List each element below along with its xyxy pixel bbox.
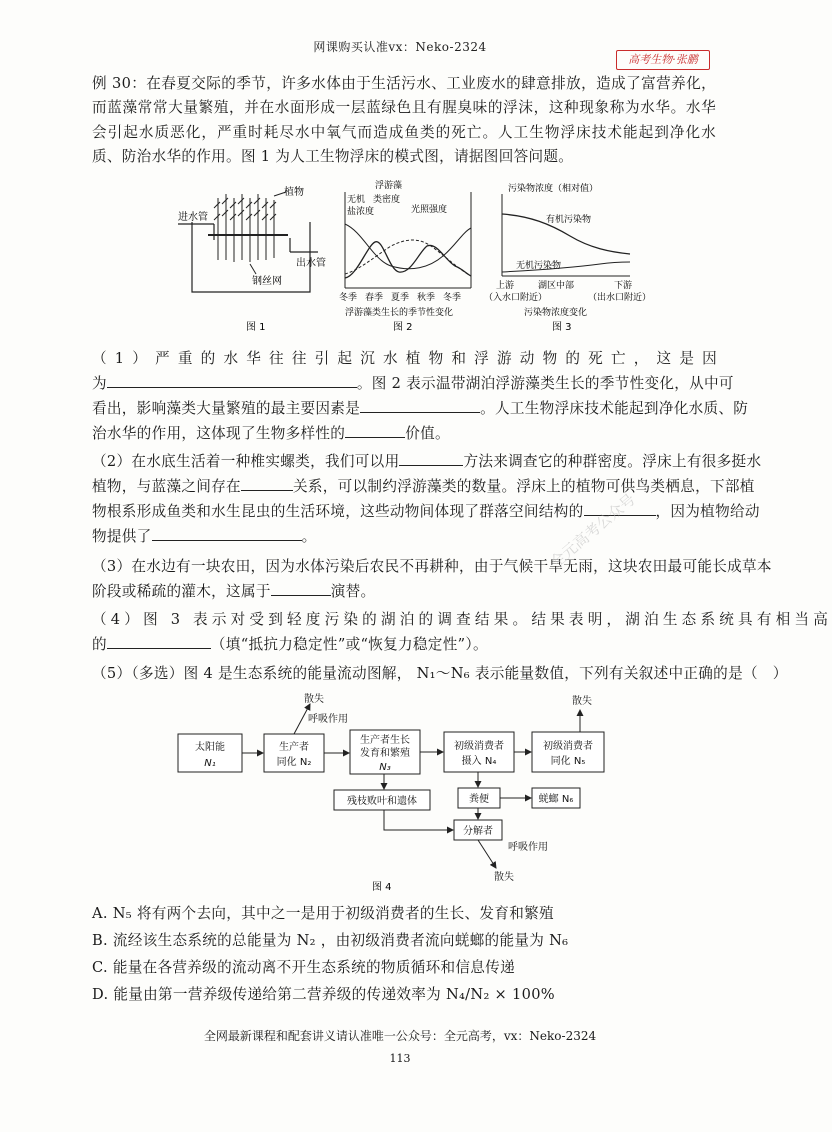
- fig4-producer-assim: 生产者: [279, 742, 309, 753]
- q2-blank-4[interactable]: [152, 525, 302, 541]
- fig4-decomposer: 分解者: [463, 826, 493, 837]
- q4-line-b: 的 （填“抵抗力稳定性”或“恢复力稳定性”）。: [92, 633, 716, 657]
- fig3-x-lower-sub: （出水口附近）: [588, 293, 652, 303]
- fig3-x-mid: 湖区中部: [538, 281, 575, 291]
- option-c[interactable]: C. 能量在各营养级的流动离不开生态系统的物质循环和信息传递: [92, 959, 515, 976]
- fig1-label-outlet: 出水管: [296, 258, 326, 269]
- fig4-dissipate-3: 散失: [494, 872, 514, 883]
- fig2-subtitle: 浮游藻类生长的季节性变化: [345, 308, 454, 318]
- q1-line-d: 治水华的作用，这体现了生物多样性的 价值。: [92, 422, 716, 446]
- q1-line-b: 为 。图 2 表示温带湖泊浮游藻类生长的季节性变化，从中可: [92, 372, 716, 396]
- page-number: 113: [389, 1052, 411, 1065]
- q2-line-a: （2）在水底生活着一种椎实螺类，我们可以用 方法来调查它的种群密度。浮床上有很多挺水: [92, 450, 716, 474]
- fig4-respiration-2: 呼吸作用: [508, 842, 548, 853]
- fig4-producer-growth: 生产者生长: [360, 735, 410, 746]
- fig4-consumer-intake: 初级消费者: [454, 741, 504, 752]
- q5-line: （5）（多选）图 4 是生态系统的能量流动图解， N₁～N₆ 表示能量数值，下列有关叙述中正确的是（ ）: [92, 665, 788, 682]
- q2-blank-1[interactable]: [399, 450, 463, 466]
- figure-3: [480, 180, 652, 335]
- q1-blank-2[interactable]: [360, 397, 480, 413]
- figure-2: [333, 180, 478, 335]
- fig4-producer-assim2: 同化 N₂: [276, 757, 312, 768]
- fig3-x-lower: 下游: [614, 281, 633, 291]
- option-b[interactable]: B. 流经该生态系统的总能量为 N₂ ，由初级消费者流向蜣螂的能量为 N₆: [92, 932, 569, 949]
- q5-variable: N₁～N₆: [416, 665, 470, 682]
- q4-blank-1[interactable]: [107, 633, 211, 649]
- q1-blank-1[interactable]: [107, 372, 357, 388]
- fig1-label-inlet: 进水管: [178, 212, 208, 223]
- figure-1: [178, 180, 338, 335]
- fig2-season-4: 秋季: [417, 293, 436, 303]
- header-top-text: 网课购买认准vx：Neko-2324: [313, 40, 487, 54]
- fig4-dung-beetle: 蜣螂 N₆: [538, 794, 574, 805]
- q2-line-c: 物根系形成鱼类和水生昆虫的生活环境，这些动物间体现了群落空间结构的 ，因为植物给动: [92, 500, 716, 524]
- fig4-consumer-assim: 初级消费者: [543, 741, 593, 752]
- q4-line-a: （4）图 3 表示对受到轻度污染的湖泊的调查结果。结果表明，湖泊生态系统具有相当高: [92, 611, 832, 628]
- brand-stamp: 高考生物·张鹏: [616, 50, 710, 70]
- option-a[interactable]: A. N₅ 将有两个去向，其中之一是用于初级消费者的生长、发育和繁殖: [92, 905, 554, 922]
- fig3-ylabel: 污染物浓度（相对值）: [508, 184, 599, 194]
- fig4-n1: N₁: [204, 758, 216, 769]
- fig2-label-inorganic: 无机: [347, 195, 366, 205]
- fig3-x-upper: 上游: [496, 281, 515, 291]
- footer-text: 全网最新课程和配套讲义请认准唯一公众号：全元高考，vx：Neko-2324: [203, 1029, 597, 1043]
- fig4-sun: 太阳能: [195, 742, 225, 753]
- fig2-label-density: 类密度: [373, 195, 401, 205]
- fig4-consumer-intake2: 摄入 N₄: [461, 756, 497, 767]
- fig2-caption: 图 2: [393, 322, 413, 333]
- fig2-season-3: 夏季: [391, 293, 410, 303]
- fig3-subtitle: 污染物浓度变化: [524, 308, 588, 318]
- fig2-label-density-top: 浮游藻: [375, 181, 403, 191]
- fig2-label-light: 光照强度: [411, 205, 448, 215]
- q2-line-b: 植物，与蓝藻之间存在 关系，可以制约浮游藻类的数量。浮床上的植物可供鸟类栖息，下部植: [92, 475, 716, 499]
- q1-line-a: （1）严重的水华往往引起沉水植物和浮游动物的死亡，这是因: [92, 350, 725, 367]
- fig4-residue: 残枝败叶和遗体: [347, 796, 417, 807]
- q3-line-b: 阶段或稀疏的灌木，这属于 演替。: [92, 580, 716, 604]
- fig4-feces: 粪便: [469, 794, 489, 805]
- q1-blank-3[interactable]: [345, 422, 405, 438]
- fig4-dissipate-1: 散失: [304, 694, 324, 705]
- fig2-season-1: 冬季: [339, 293, 358, 303]
- question-intro: 例 30：在春夏交际的季节，许多水体由于生活污水、工业废水的肆意排放，造成了富营养化，而蓝藻常常大量繁殖，并在水面形成一层蓝绿色且有腥臭味的浮沫，这种现象称为水华。水华会引起水质恶化，严重时耗尽水中氧气而造成鱼类的死亡。人工生物浮床技术能起到净化水质、防治水华的作用。图 1 为人工生物浮床的模式图，请据图回答问题。: [92, 75, 716, 165]
- watermark: 全元高考公众号: [546, 490, 639, 572]
- q2-line-d: 物提供了 。: [92, 525, 716, 549]
- fig1-label-mesh: 钢丝网: [252, 276, 282, 287]
- fig4-producer-growth2: 发育和繁殖: [360, 748, 410, 759]
- fig2-label-salt: 盐浓度: [347, 207, 375, 217]
- fig4-consumer-assim2: 同化 N₅: [550, 756, 586, 767]
- fig4-n3: N₃: [379, 762, 391, 773]
- fig4-dissipate-2: 散失: [572, 696, 592, 707]
- option-d[interactable]: D. 能量由第一营养级传递给第二营养级的传递效率为 N₄/N₂ × 100%: [92, 986, 555, 1003]
- fig3-organic-label: 有机污染物: [546, 215, 592, 225]
- fig3-caption: 图 3: [552, 322, 572, 333]
- fig2-season-5: 冬季: [443, 293, 462, 303]
- fig3-x-upper-sub: （入水口附近）: [484, 293, 548, 303]
- q1-line-c: 看出，影响藻类大量繁殖的最主要因素是 。人工生物浮床技术能起到净化水质、防: [92, 397, 716, 421]
- fig4-caption: 图 4: [372, 882, 392, 893]
- fig1-caption: 图 1: [246, 322, 266, 333]
- figure-4: [178, 690, 648, 893]
- fig4-respiration-1: 呼吸作用: [308, 714, 348, 725]
- fig3-inorganic-label: 无机污染物: [516, 261, 562, 271]
- q2-blank-2[interactable]: [241, 475, 293, 491]
- fig2-season-2: 春季: [365, 293, 384, 303]
- q3-blank-1[interactable]: [271, 580, 331, 596]
- fig1-label-plant: 植物: [284, 187, 304, 198]
- q3-line-a: （3）在水边有一块农田，因为水体污染后农民不再耕种，由于气候干旱无雨，这块农田最可能长成草本: [92, 558, 772, 575]
